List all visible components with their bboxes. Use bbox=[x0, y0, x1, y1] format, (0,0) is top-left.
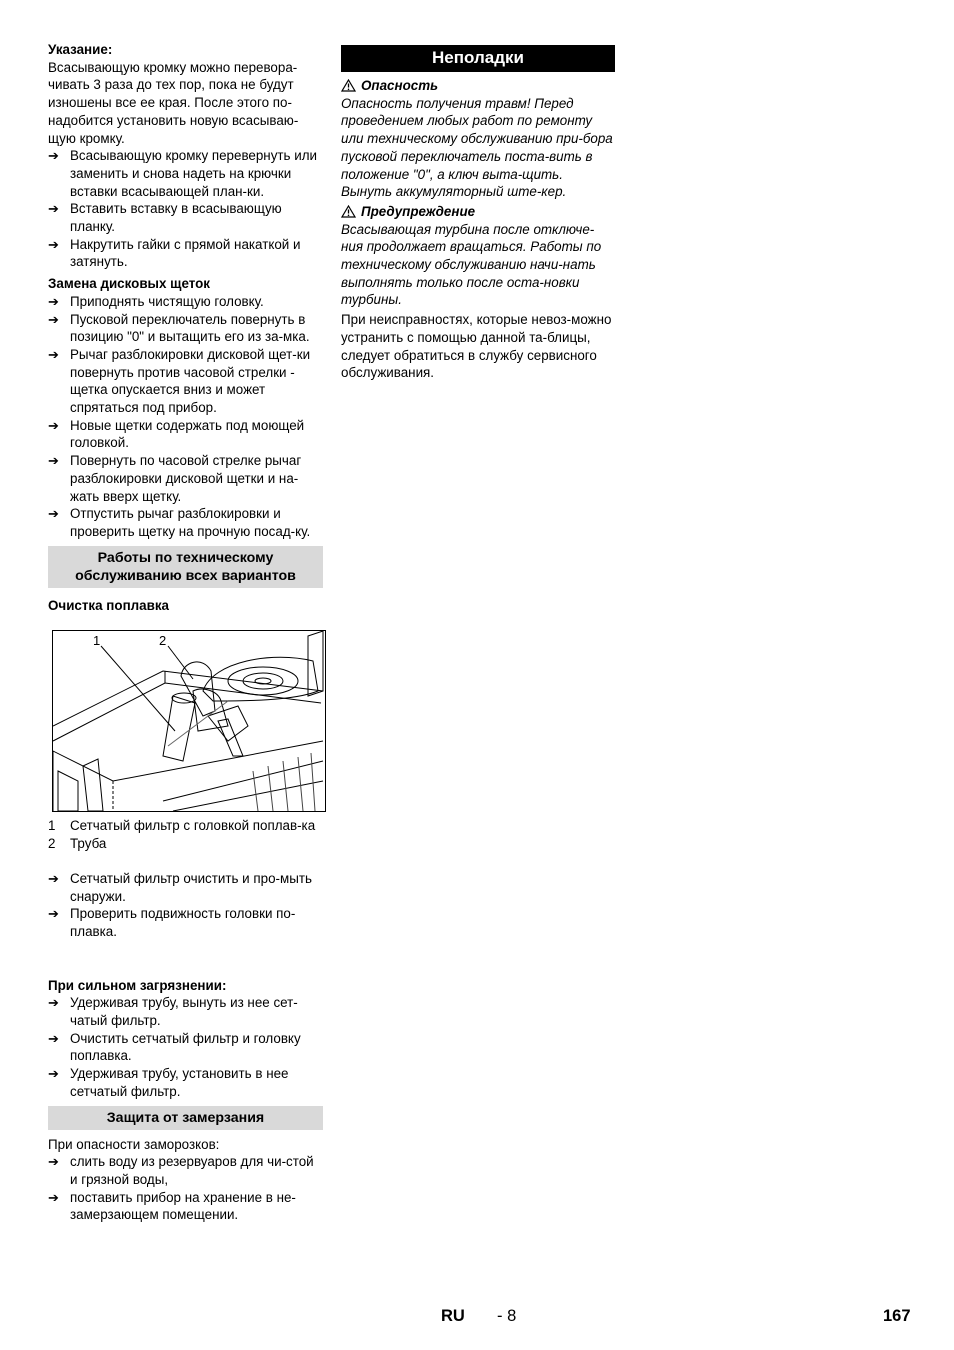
service-text: При неисправностях, которые невоз-можно устранить с помощью данной та-блицы, следует обратиться в службу сервисного обслуживания. bbox=[341, 312, 612, 381]
warning-triangle-icon bbox=[341, 79, 356, 92]
float-filter-illustration bbox=[52, 630, 326, 812]
arrow-right-icon: ➔ bbox=[48, 1189, 59, 1205]
footer-section-page: - 8 bbox=[497, 1307, 517, 1325]
callout-1: 1 bbox=[93, 633, 101, 649]
step: ➔ Очистить сетчатый фильтр и головку поплавка. bbox=[48, 1030, 301, 1064]
step: ➔ Всасывающую кромку перевернуть или заменить и снова надеть на крючки вставки всасывающей план-ки. bbox=[48, 148, 318, 199]
step: ➔ Проверить подвижность головки по-плавка. bbox=[48, 906, 296, 939]
arrow-right-icon: ➔ bbox=[48, 236, 59, 252]
arrow-right-icon: ➔ bbox=[48, 1030, 59, 1046]
step: ➔ слить воду из резервуаров для чи-стой и грязной воды, bbox=[48, 1154, 314, 1187]
heavy-soiling-title: При сильном загрязнении: bbox=[48, 977, 227, 993]
footer-page-number: 167 bbox=[883, 1307, 911, 1325]
arrow-right-icon: ➔ bbox=[48, 995, 59, 1011]
step: ➔ Удерживая трубу, установить в нее сетчатый фильтр. bbox=[48, 1066, 289, 1099]
arrow-right-icon: ➔ bbox=[48, 201, 59, 217]
arrow-right-icon: ➔ bbox=[48, 417, 59, 433]
step: ➔ Отпустить рычаг разблокировки и проверить щетку на прочную посад-ку. bbox=[48, 506, 311, 539]
callout-2: 2 bbox=[159, 633, 167, 649]
arrow-right-icon: ➔ bbox=[48, 1154, 59, 1170]
legend-item: 1 Сетчатый фильтр с головкой поплав-ка bbox=[48, 818, 316, 834]
arrow-right-icon: ➔ bbox=[48, 293, 59, 309]
arrow-right-icon: ➔ bbox=[48, 311, 59, 327]
arrow-right-icon: ➔ bbox=[48, 148, 59, 164]
warning-text: Всасывающая турбина после отключе-ния продолжает вращаться. Работы по техническому обслуживанию начи-нать выполнять только после оста-новки турбины. bbox=[341, 221, 602, 308]
section-header-faults: Неполадки bbox=[341, 45, 615, 72]
disc-brush-title: Замена дисковых щеток bbox=[48, 276, 210, 292]
step: ➔ Удерживая трубу, вынуть из нее сет-чатый фильтр. bbox=[48, 995, 298, 1029]
section-header-frost: Защита от замерзания bbox=[48, 1106, 323, 1130]
danger-text: Опасность получения травм! Перед проведением любых работ по ремонту или техническому обслуживанию при-бора пусковой переключатель поста-вить в положение "0", а ключ выта-щить. Вынуть аккумуляторный ште-кер. bbox=[341, 95, 613, 200]
step: ➔ Накрутить гайки с прямой накаткой и затянуть. bbox=[48, 236, 301, 270]
step: ➔ Повернуть по часовой стрелке рычаг разблокировки дисковой щетки и на-жать вверх щетку. bbox=[48, 453, 302, 504]
step: ➔ Рычаг разблокировки дисковой щет-ки повернуть против часовой стрелки - щетка опускается вниз и может спрятаться под прибор. bbox=[48, 346, 311, 416]
left-column bbox=[48, 41, 323, 1224]
danger-heading: Опасность bbox=[341, 77, 615, 95]
note-text: Всасывающую кромку можно перевора-чивать 3 раза до тех пор, пока не будут изношены все ее края. После этого по-надобится установить новую всасываю-щую кромку. bbox=[48, 59, 299, 146]
warning-triangle-icon bbox=[341, 205, 356, 218]
arrow-right-icon: ➔ bbox=[48, 906, 59, 922]
step: ➔ Пусковой переключатель повернуть в позицию "0" и вытащить его из за-мка. bbox=[48, 311, 310, 345]
arrow-right-icon: ➔ bbox=[48, 1066, 59, 1082]
arrow-right-icon: ➔ bbox=[48, 346, 59, 362]
arrow-right-icon: ➔ bbox=[48, 453, 59, 469]
step: ➔ Сетчатый фильтр очистить и про-мыть снаружи. bbox=[48, 870, 312, 904]
footer-language: RU bbox=[441, 1307, 465, 1325]
step: ➔ Вставить вставку в всасывающую планку. bbox=[48, 201, 282, 235]
frost-intro: При опасности заморозков: bbox=[48, 1136, 220, 1152]
section-header-maintenance: Работы по техническому обслуживанию всех вариантов bbox=[48, 546, 323, 588]
step: ➔ Приподнять чистящую головку. bbox=[48, 293, 264, 309]
float-filter-drawing bbox=[53, 631, 325, 811]
right-column bbox=[341, 45, 615, 382]
legend-item: 2 Труба bbox=[48, 836, 107, 852]
warning-heading: Предупреждение bbox=[341, 203, 615, 221]
step: ➔ Новые щетки содержать под моющей головкой. bbox=[48, 417, 305, 451]
arrow-right-icon: ➔ bbox=[48, 870, 59, 886]
note-title: Указание: bbox=[48, 42, 113, 57]
float-cleaning-title: Очистка поплавка bbox=[48, 597, 169, 613]
arrow-right-icon: ➔ bbox=[48, 506, 59, 522]
step: ➔ поставить прибор на хранение в не-замерзающем помещении. bbox=[48, 1189, 296, 1223]
